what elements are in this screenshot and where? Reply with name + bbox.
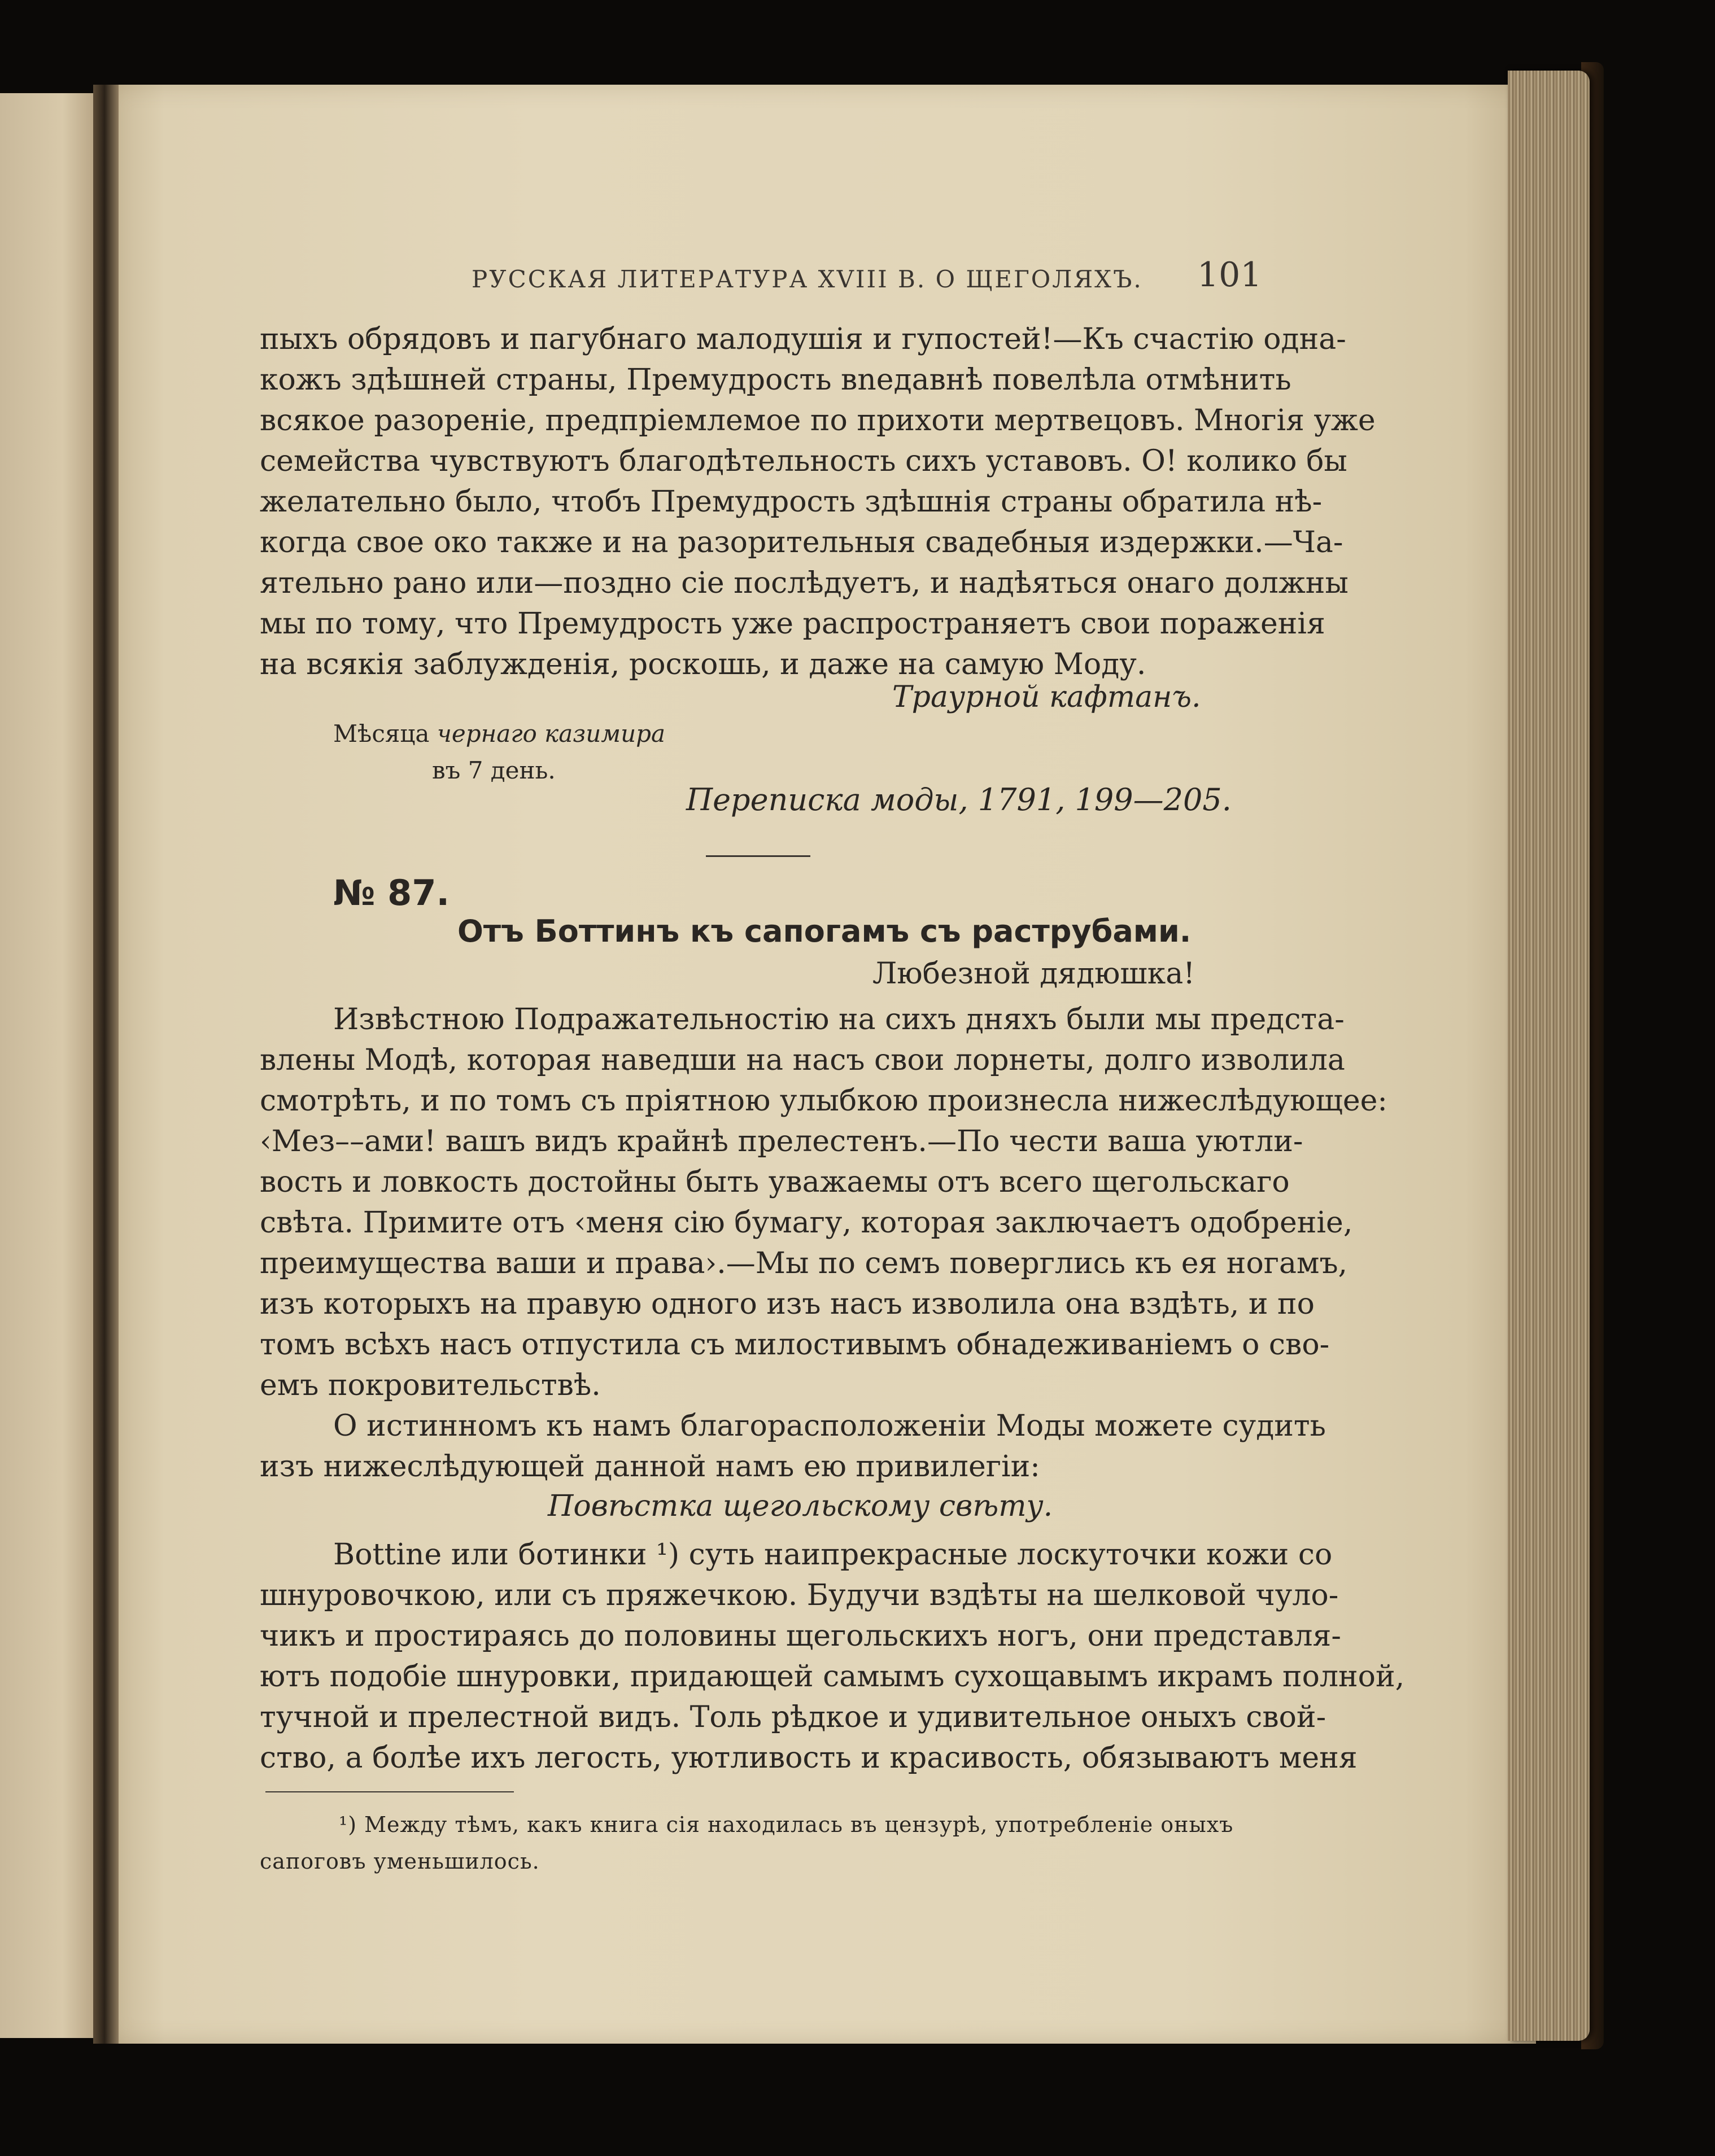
footnote-rule: [265, 1791, 514, 1792]
text-line: чикъ и простираясь до половины щегольскихъ ногъ, они представля-: [260, 1619, 1341, 1653]
text-line: вость и ловкость достойны быть уважаемы отъ всего щегольскаго: [260, 1165, 1290, 1199]
footnote-line: ¹) Между тѣмъ, какъ книга сія находилась въ цензурѣ, употребленіе оныхъ: [339, 1812, 1234, 1837]
section-title: Отъ Боттинъ къ сапогамъ съ раструбами.: [457, 913, 1192, 949]
footnote-line: сапоговъ уменьшилось.: [260, 1849, 540, 1874]
text-line: тучной и прелестной видъ. Толь рѣдкое и удивительное оныхъ свой-: [260, 1700, 1326, 1734]
letter-signature: Траурной кафтанъ.: [892, 680, 1201, 714]
text-line: пыхъ обрядовъ и пагубнаго малодушія и гупостей!—Къ счастію одна-: [260, 322, 1346, 356]
text-line: томъ всѣхъ насъ отпустила съ милостивымъ обнадеживаніемъ о сво-: [260, 1328, 1330, 1362]
text-line: преимущества ваши и права›.—Мы по семъ поверглись къ ея ногамъ,: [260, 1247, 1348, 1280]
text-line: всякое разореніе, предпріемлемое по прихоти мертвецовъ. Многія уже: [260, 404, 1376, 438]
page-number: 101: [1197, 255, 1262, 295]
text-line: Извѣстною Подражательностію на сихъ дняхъ были мы предста-: [333, 1003, 1345, 1037]
notice-title: Повѣстка щегольскому свѣту.: [548, 1489, 1053, 1523]
text-line: когда свое око также и на разорительныя свадебныя издержки.—Ча-: [260, 526, 1343, 559]
text-line: ютъ подобіе шнуровки, придающей самымъ сухощавымъ икрамъ полной,: [260, 1660, 1405, 1694]
source-citation: Переписка моды, 1791, 199—205.: [686, 782, 1232, 817]
date-line: [333, 720, 665, 747]
date-line-italic: чернаго казимира: [437, 720, 666, 747]
text-line: ‹Мез––ами! вашъ видъ крайнѣ прелестенъ.—По чести ваша уютли-: [260, 1125, 1303, 1158]
salutation: Любезной дядюшка!: [872, 957, 1195, 991]
date-line-plain: Мѣсяца: [333, 720, 437, 747]
text-line: семейства чувствуютъ благодѣтельность сихъ уставовъ. О! колико бы: [260, 444, 1347, 478]
text-line: влены Модѣ, которая наведши на насъ свои лорнеты, долго изволила: [260, 1043, 1345, 1077]
book-gutter: [93, 85, 119, 2044]
text-line: мы по тому, что Премудрость уже распространяетъ свои пораженія: [260, 607, 1325, 641]
text-line: изъ которыхъ на правую одного изъ насъ изволила она вздѣть, и по: [260, 1287, 1315, 1321]
text-line: изъ нижеслѣдующей данной намъ ею привилегіи:: [260, 1450, 1040, 1484]
text-line: О истинномъ къ намъ благорасположеніи Моды можете судить: [333, 1409, 1326, 1443]
section-divider: [706, 855, 810, 857]
text-line: емъ покровительствѣ.: [260, 1368, 601, 1402]
text-line: ство, а болѣе ихъ легость, уютливость и красивость, обязываютъ меня: [260, 1741, 1358, 1775]
text-line: шнуровочкою, или съ пряжечкою. Будучи вздѣты на шелковой чуло-: [260, 1578, 1339, 1612]
section-number: № 87.: [333, 872, 450, 913]
date-line-2: въ 7 день.: [432, 756, 556, 784]
page-edges: [1508, 71, 1590, 2041]
text-line: кожъ здѣшней страны, Премудрость вnедавнѣ повелѣла отмѣнить: [260, 363, 1291, 397]
left-page-edge: [0, 93, 104, 2038]
text-line: ятельно рано или—поздно сіе послѣдуетъ, и надѣяться онаго должны: [260, 566, 1349, 600]
text-line: смотрѣть, и по томъ съ пріятною улыбкою произнесла нижеслѣдующее:: [260, 1084, 1387, 1118]
running-title: РУССКАЯ ЛИТЕРАТУРА XVIII В. О ЩЕГОЛЯХЪ.: [472, 265, 1143, 293]
text-line: на всякія заблужденія, роскошь, и даже на самую Моду.: [260, 648, 1146, 681]
text-line: свѣта. Примите отъ ‹меня сію бумагу, которая заключаетъ одобреніе,: [260, 1206, 1353, 1240]
text-line: желательно было, чтобъ Премудрость здѣшнія страны обратила нѣ-: [260, 485, 1323, 519]
text-line: Bottine или ботинки ¹) суть наипрекрасные лоскуточки кожи со: [333, 1538, 1333, 1572]
